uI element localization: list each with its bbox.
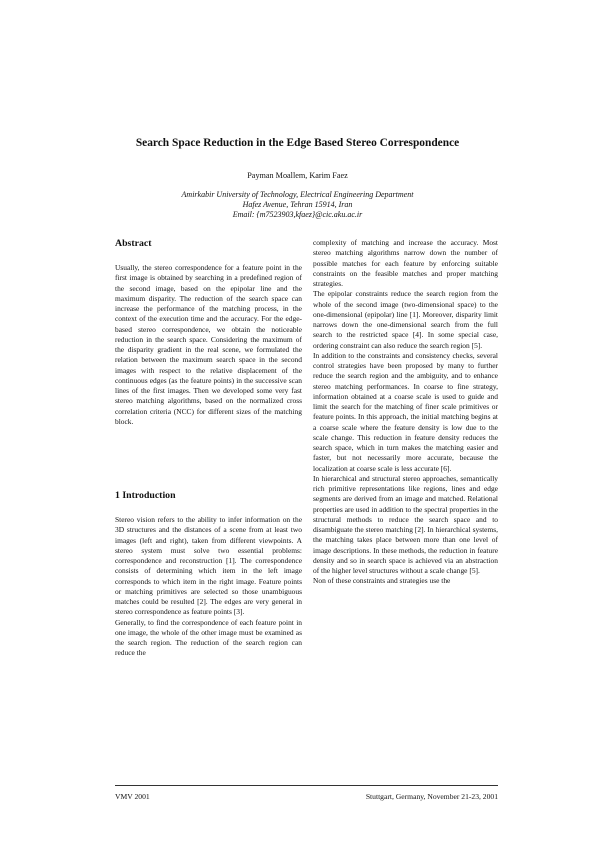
intro-paragraph: Generally, to find the correspondence of each feature point in one image, the whole of the other image must be examined as the search region. The reduction of the search region can reduce the xyxy=(115,617,302,658)
abstract-heading: Abstract xyxy=(115,238,152,249)
right-paragraph: In hierarchical and structural stereo approaches, semantically rich primitive representations like regions, lines and edge segments are derived from an image and matched. Relational properties are used in addition to the spectral properties in the structural methods to reduce the search space and to disambiguate the stereo matching [2]. In hierarchical systems, the matching takes place between more than one level of image descriptions. In these methods, the reduction in feature density and so in search space is achieved via an abstraction of the higher level structures without a scale change [5]. xyxy=(313,473,498,575)
footer-venue: VMV 2001 xyxy=(115,792,150,801)
footer-rule xyxy=(115,785,498,786)
introduction-body xyxy=(115,515,302,659)
affiliation-line-1: Amirkabir University of Technology, Electrical Engineering Department xyxy=(181,190,414,199)
right-paragraph: In addition to the constraints and consistency checks, several control strategies have been proposed by many to further reduce the search region and the ambiguity, and to enhance stereo matching performances. In coarse to fine strategy, information obtained at a coarse scale is used to guide and limit the search for the matching of finer scale primitives or feature points. In this approach, the initial matching begins at a coarse scale where the feature density is low due to the scale change. This reduction in feature density reduces the search space, which in turn makes the matching easier and faster, but not necessarily more accurate, because the localization at coarse scale is less accurate [6]. xyxy=(313,350,498,473)
introduction-heading: 1 Introduction xyxy=(115,490,176,501)
paper-authors: Payman Moallem, Karim Faez xyxy=(247,171,348,180)
right-column-body xyxy=(313,238,498,587)
right-paragraph: complexity of matching and increase the accuracy. Most stereo matching algorithms narrow down the number of possible matches for each feature by enforcing suitable constraints on the feasible matches and proper matching strategies. xyxy=(313,238,498,288)
footer-location-date: Stuttgart, Germany, November 21-23, 2001 xyxy=(365,792,498,801)
intro-paragraph: Stereo vision refers to the ability to infer information on the 3D structures and the distances of a scene from at least two images (left and right), taken from different viewpoints. A stereo system must solve two essential problems: correspondence and reconstruction [1]. The correspondence consists of determining which item in the left image corresponds to which item in the right image. Feature points or matching primitives are selected so those unambiguous matches could be resulted [2]. The edges are very general in stereo correspondence as feature points [3]. xyxy=(115,515,302,617)
right-paragraph: The epipolar constraints reduce the search region from the whole of the second image (two-dimensional space) to the one-dimensional (epipolar) line [1]. Moreover, disparity limit narrows down the one-dimensional search from the full search to the restricted space [4]. In some special case, ordering constraint can also reduce the search region [5]. xyxy=(313,289,498,350)
affiliation-line-2: Hafez Avenue, Tehran 15914, Iran xyxy=(242,200,353,209)
abstract-text: Usually, the stereo correspondence for a feature point in the first image is obtained by searching in a predefined region of the second image, based on the epipolar line and the maximum disparity. The reduction of the search space can increase the performance of the matching process, in the context of the execution time and the accuracy. For the edge-based stereo correspondence, we obtain the noticeable reduction in the search space. Considering the maximum of the disparity gradient in the real scene, we formulated the relation between the maximum search space in the second images with respect to the relative displacement of the continuous edges (as the feature points) in the successive scan lines of the first images. Then we developed some very fast stereo matching algorithms, based on the normalized cross correlation criteria (NCC) for different sizes of the matching block. xyxy=(115,263,302,426)
right-paragraph: Non of these constraints and strategies use the xyxy=(313,576,451,586)
paper-title: Search Space Reduction in the Edge Based Stereo Correspondence xyxy=(135,137,460,149)
abstract-body xyxy=(115,263,302,427)
affiliation-email: Email: {m7523903,kfaez}@cic.aku.ac.ir xyxy=(232,210,363,219)
